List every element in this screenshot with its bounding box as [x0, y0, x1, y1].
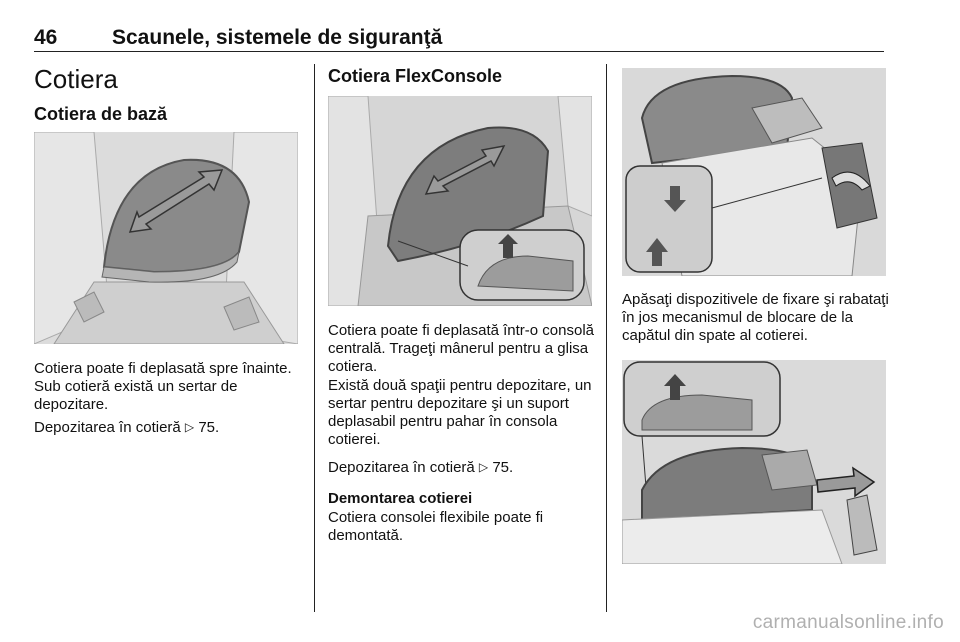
reference-page-link[interactable]: 75. [492, 459, 514, 476]
reference-line [34, 418, 304, 437]
paragraph: Cotiera poate fi deplasată spre înainte. Sub cotieră există un sertar de depozitare. [34, 360, 292, 413]
paragraph: Există două spaţii pentru depozitare, un sertar pentru depozitare şi un suport deplasabil pentru pahar în consola cotierei. [328, 377, 592, 448]
reference-line [328, 458, 594, 477]
page-number: 46 [34, 26, 58, 49]
reference-text: Depozitarea în cotieră [34, 419, 181, 436]
watermark: carmanualsonline.info [752, 612, 944, 633]
section-heading-flexconsole: Cotiera FlexConsole [328, 66, 503, 86]
arrow-right-icon: ▷ [478, 460, 489, 474]
column-divider-2 [606, 64, 607, 612]
flexconsole-armrest-illustration [328, 96, 592, 306]
subsection-heading-removal: Demontarea cotierei [328, 490, 473, 507]
reference-page-link[interactable]: 75. [198, 419, 220, 436]
paragraph: Cotiera consolei flexibile poate fi demontată. [328, 509, 544, 544]
column-divider-1 [314, 64, 315, 612]
section-heading: Cotiera [34, 64, 118, 94]
locking-mechanism-illustration [622, 68, 886, 276]
reference-text: Depozitarea în cotieră [328, 459, 475, 476]
paragraph: Apăsaţi dispozitivele de fixare şi rabataţi în jos mecanismul de blocare de la capătul din spate al cotierei. [622, 291, 889, 344]
paragraph: Cotiera poate fi deplasată într-o consolă centrală. Trageţi mânerul pentru a glisa cotiera. [328, 322, 594, 375]
header-rule [34, 51, 884, 52]
basic-armrest-illustration [34, 132, 298, 344]
page-header-title: Scaunele, sistemele de siguranţă [112, 26, 443, 49]
arrow-right-icon: ▷ [184, 420, 195, 434]
subsection-heading: Cotiera de bază [34, 104, 168, 124]
armrest-removal-illustration [622, 360, 886, 564]
